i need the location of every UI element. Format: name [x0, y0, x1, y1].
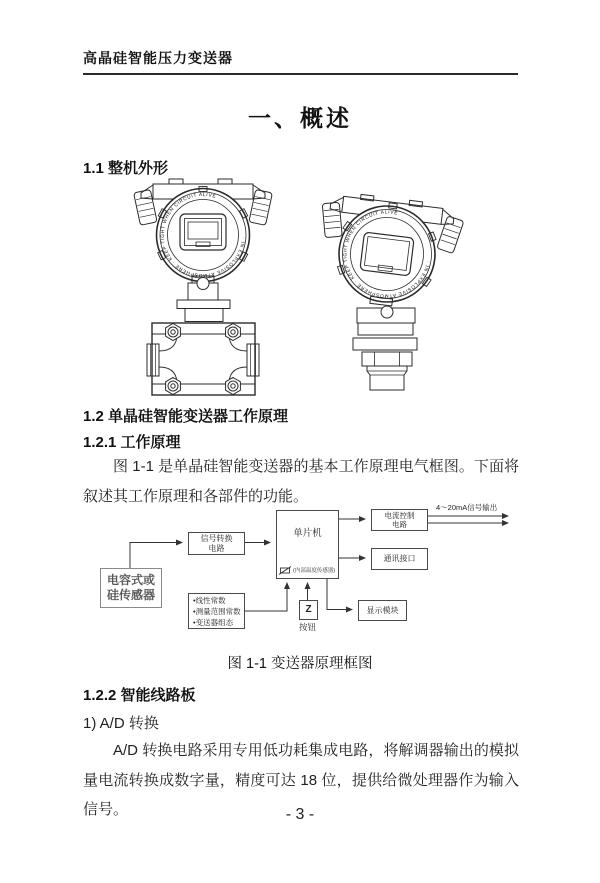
constant-item-linear: •线性常数	[193, 595, 226, 605]
transmitter-drawing-gauge	[316, 193, 464, 413]
page-header-title: 高晶硅智能压力变送器	[83, 48, 518, 75]
conduit-cap-right	[249, 190, 272, 226]
paragraph-ad-conversion: A/D 转换电路采用专用低功耗集成电路，将解调器输出的模拟量电流转换成数字量，精度可达 18 位，提供给微处理器作为输入信号。	[83, 742, 519, 818]
constants-box	[188, 593, 245, 629]
current-label-line2: 电路	[392, 520, 407, 529]
mcu-label: 单片机	[293, 528, 322, 539]
signal-label-line1: 信号转换	[200, 533, 233, 543]
constant-item-range: •测量范围常数	[193, 606, 241, 616]
figure-caption: 图 1-1 变送器原理框图	[227, 656, 373, 672]
signal-label-line2: 电路	[208, 543, 225, 553]
comm-label: 通讯接口	[383, 554, 416, 563]
sensor-label-line1: 电容式或	[106, 573, 155, 587]
z-button-caption: 按钮	[298, 622, 316, 632]
lcd-display-window	[360, 232, 414, 276]
z-button-letter: Z	[305, 604, 312, 615]
display-module-box	[358, 600, 407, 621]
block-diagram-figure-1-1	[80, 497, 538, 652]
mcu-box	[276, 510, 339, 579]
lcd-display-window	[180, 214, 226, 250]
constant-item-config: •变送器组态	[193, 617, 234, 627]
current-control-box	[371, 509, 428, 531]
bezel-engraving-text-right: · IN EXPLOSIVE ATMOSPHERE · KEEP TIGHT WHEN CIRCUIT ALIVE	[343, 210, 430, 298]
conduit-cap-left	[322, 202, 342, 237]
paragraph-working-principle: 图 1-1 是单晶硅智能变送器的基本工作原理电气框图。下面将叙述其工作原理和各部件的功能。	[83, 458, 519, 505]
list-item-ad-conversion: 1) A/D 转换	[83, 715, 159, 732]
section-heading-1-1: 1.1 整机外形	[83, 160, 169, 177]
z-button-box	[299, 600, 318, 620]
sensor-box	[100, 568, 162, 608]
bezel-engraving-text-left: · IN EXPLOSIVE ATMOSPHERE · KEEP TIGHT WHEN CIRCUIT ALIVE	[160, 192, 245, 278]
transmitter-drawing-differential	[133, 178, 273, 400]
section-heading-1-2-1: 1.2.1 工作原理	[83, 434, 181, 451]
sensor-label-line2: 硅传感器	[106, 588, 155, 602]
section-heading-1-2: 1.2 单晶硅智能变送器工作原理	[83, 408, 289, 425]
section-heading-1-2-2: 1.2.2 智能线路板	[83, 687, 196, 704]
comm-interface-box	[371, 548, 428, 570]
internal-temp-sensor-note	[279, 566, 335, 575]
conduit-cap-right	[437, 216, 464, 254]
chapter-title: 一、概述	[248, 105, 352, 131]
current-label-line1: 电流控制	[384, 511, 415, 520]
display-label: 显示模块	[366, 605, 399, 615]
conduit-cap-left	[134, 190, 157, 226]
signal-converter-box	[188, 532, 245, 555]
internal-temp-sensor-text: (内部温度传感器)	[293, 567, 336, 574]
page-number: - 3 -	[285, 806, 315, 823]
output-signal-label: 4～20mA信号输出	[436, 503, 498, 512]
thermistor-icon	[279, 566, 292, 575]
